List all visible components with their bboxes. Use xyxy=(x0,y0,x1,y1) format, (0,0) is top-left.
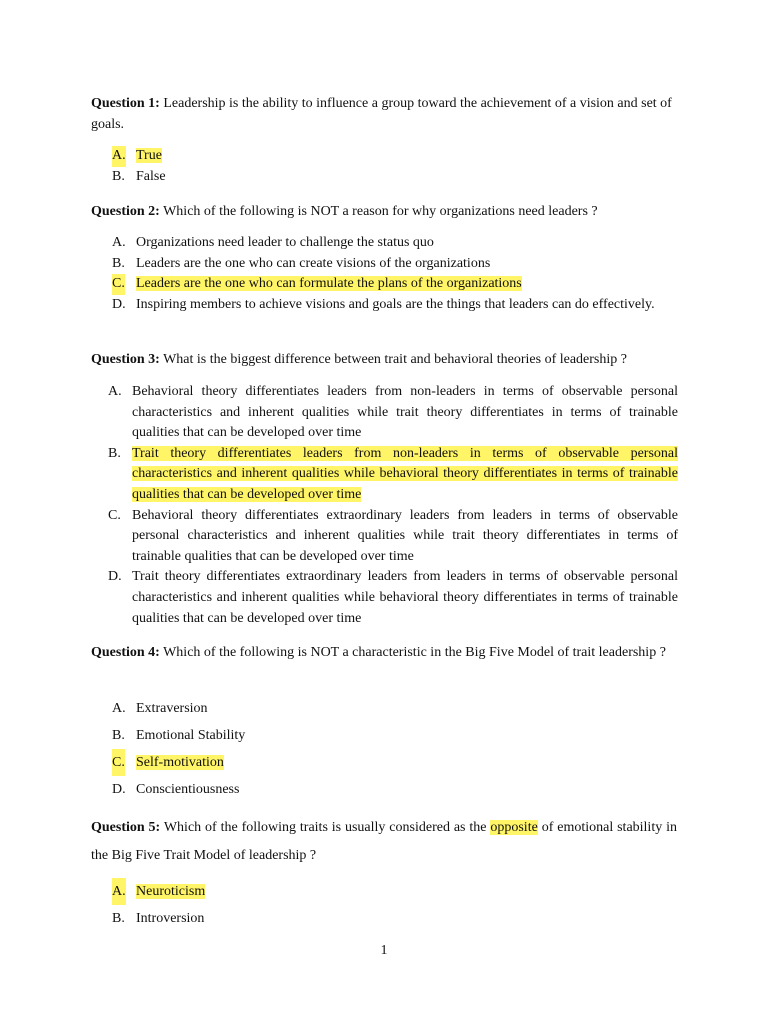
question-2-options xyxy=(112,233,678,315)
page-number: 1 xyxy=(380,943,388,958)
option-2d: D. Inspiring members to achieve visions and goals are the things that leaders can do effectively. xyxy=(112,296,655,312)
highlighted-word: opposite xyxy=(490,820,538,835)
question-2 xyxy=(91,201,677,222)
question-1 xyxy=(91,93,677,135)
question-4-options xyxy=(112,695,678,803)
question-3 xyxy=(91,349,677,370)
question-1-text: Leadership is the ability to influence a group toward the achievement of a vision and set of goals. xyxy=(91,96,672,132)
option-5a: A. Neuroticism xyxy=(112,878,678,905)
option-2a: A. Organizations need leader to challenge the status quo xyxy=(112,235,434,250)
option-4b: B. Emotional Stability xyxy=(112,728,246,743)
option-2b: B. Leaders are the one who can create visions of the organizations xyxy=(112,255,491,271)
question-2-text: Which of the following is NOT a reason for why organizations need leaders ? xyxy=(159,204,598,219)
option-1a: A. True xyxy=(112,146,678,167)
question-5-options xyxy=(112,878,678,932)
option-3a: A. Behavioral theory differentiates leaders from non-leaders in terms of observable personal characteristics and inherent qualities while trait theory differentiates in terms of trainable qualities that can be developed over time xyxy=(108,384,678,441)
question-4-text: Which of the following is NOT a characteristic in the Big Five Model of trait leadership ? xyxy=(159,645,666,660)
option-4a: A. Extraversion xyxy=(112,701,208,716)
option-3d: D. Trait theory differentiates extraordinary leaders from leaders in terms of observable personal characteristics and inherent qualities while behavioral theory differentiates in terms of trainable qualities that can be developed over time xyxy=(108,569,678,626)
question-3-label: Question 3: xyxy=(91,352,160,367)
question-4 xyxy=(91,642,677,663)
question-1-label: Question 1: xyxy=(91,96,160,111)
option-1b: B. False xyxy=(112,168,166,184)
option-2c: C. Leaders are the one who can formulate the plans of the organizations xyxy=(112,274,678,295)
question-2-label: Question 2: xyxy=(91,204,160,219)
option-5b: B. Introversion xyxy=(112,911,205,926)
question-5: Question 5: Which of the following traits is usually considered as the opposite of emotional stability in the Big Five Trait Model of leadership ? xyxy=(91,820,677,863)
question-3-text: What is the biggest difference between trait and behavioral theories of leadership ? xyxy=(159,352,627,367)
option-3b: B. Trait theory differentiates leaders from non-leaders in terms of observable personal characteristics and inherent qualities while behavioral theory differentiates in terms of trainable qualities that can be developed over time xyxy=(108,445,678,502)
option-3c: C. Behavioral theory differentiates extraordinary leaders from leaders in terms of observable personal characteristics and inherent qualities while trait theory differentiates in terms of trainable qualities that can be developed over time xyxy=(108,507,678,564)
option-4c: C. Self-motivation xyxy=(112,749,678,776)
question-5-label: Question 5: xyxy=(91,820,161,835)
question-3-options xyxy=(108,382,678,629)
question-1-options xyxy=(112,146,678,187)
question-4-label: Question 4: xyxy=(91,645,160,660)
option-4d: D. Conscientiousness xyxy=(112,782,240,797)
